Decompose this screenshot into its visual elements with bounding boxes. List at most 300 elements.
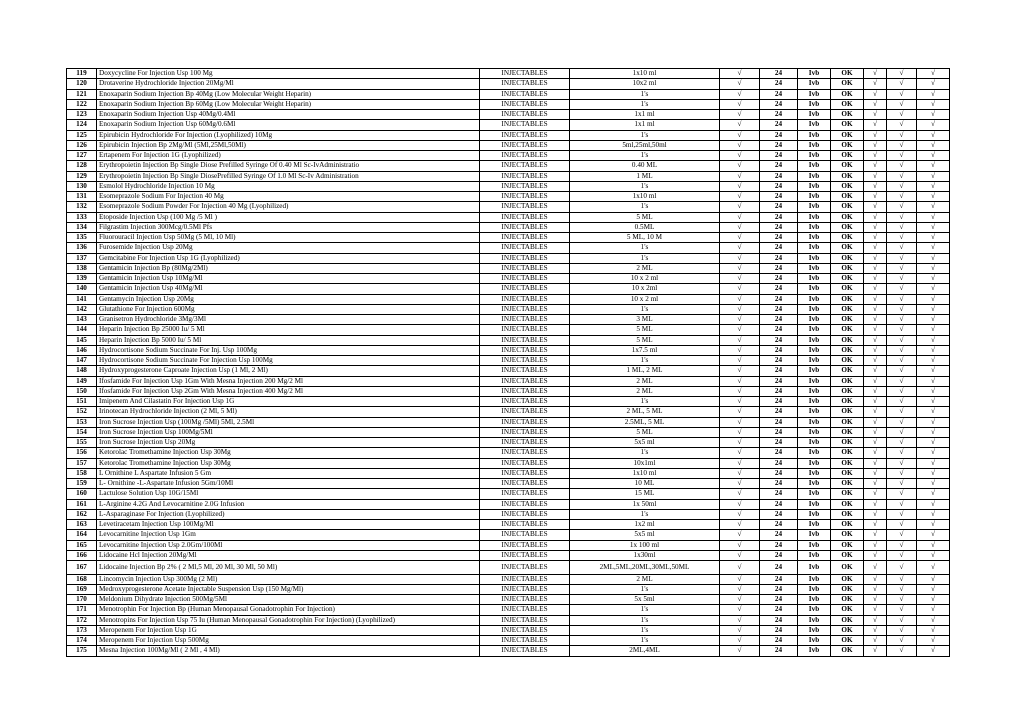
dosage-form: INJECTABLES bbox=[480, 397, 570, 407]
table-row bbox=[67, 181, 950, 191]
row-number: 175 bbox=[67, 646, 97, 656]
table-row bbox=[67, 584, 950, 594]
check-mark-b: √ bbox=[887, 79, 917, 89]
check-mark-c: √ bbox=[917, 479, 950, 489]
product-name: Gentamicin Injection Usp 10Mg/Ml bbox=[97, 274, 480, 284]
status: OK bbox=[831, 540, 864, 550]
status: OK bbox=[831, 356, 864, 366]
check-mark-a: √ bbox=[864, 130, 887, 140]
row-number: 127 bbox=[67, 151, 97, 161]
table-row bbox=[67, 625, 950, 635]
table-row bbox=[67, 356, 950, 366]
pack-size: 2ML,4ML bbox=[570, 646, 720, 656]
dosage-form: INJECTABLES bbox=[480, 646, 570, 656]
status: OK bbox=[831, 284, 864, 294]
row-number: 155 bbox=[67, 438, 97, 448]
product-name: L-Asparaginase For Injection (Lyophilized) bbox=[97, 509, 480, 519]
check-mark-b: √ bbox=[887, 274, 917, 284]
status: OK bbox=[831, 130, 864, 140]
shelf-life: 24 bbox=[760, 540, 798, 550]
dosage-form: INJECTABLES bbox=[480, 468, 570, 478]
check-mark-b: √ bbox=[887, 397, 917, 407]
table-row bbox=[67, 615, 950, 625]
pack-size: 2 ML bbox=[570, 386, 720, 396]
product-name: Doxycycline For Injection Usp 100 Mg bbox=[97, 69, 480, 79]
check-mark: √ bbox=[720, 315, 760, 325]
status: OK bbox=[831, 417, 864, 427]
row-number: 173 bbox=[67, 625, 97, 635]
product-name: Lactulose Solution Usp 10G/15Ml bbox=[97, 489, 480, 499]
check-mark: √ bbox=[720, 274, 760, 284]
dosage-form: INJECTABLES bbox=[480, 458, 570, 468]
row-number: 142 bbox=[67, 304, 97, 314]
check-mark-a: √ bbox=[864, 386, 887, 396]
check-mark-b: √ bbox=[887, 192, 917, 202]
check-mark: √ bbox=[720, 171, 760, 181]
check-mark-a: √ bbox=[864, 171, 887, 181]
check-mark-a: √ bbox=[864, 509, 887, 519]
check-mark-c: √ bbox=[917, 438, 950, 448]
schedule: Ivb bbox=[798, 397, 831, 407]
schedule: Ivb bbox=[798, 625, 831, 635]
check-mark-c: √ bbox=[917, 253, 950, 263]
check-mark-a: √ bbox=[864, 202, 887, 212]
check-mark-a: √ bbox=[864, 356, 887, 366]
check-mark-b: √ bbox=[887, 417, 917, 427]
check-mark: √ bbox=[720, 376, 760, 386]
check-mark-c: √ bbox=[917, 233, 950, 243]
status: OK bbox=[831, 99, 864, 109]
check-mark-b: √ bbox=[887, 120, 917, 130]
check-mark-b: √ bbox=[887, 574, 917, 584]
pack-size: 15 ML bbox=[570, 489, 720, 499]
check-mark: √ bbox=[720, 130, 760, 140]
pack-size: 10 x 2 ml bbox=[570, 294, 720, 304]
table-row bbox=[67, 120, 950, 130]
shelf-life: 24 bbox=[760, 202, 798, 212]
pack-size: 5 ML bbox=[570, 325, 720, 335]
table-row bbox=[67, 171, 950, 181]
check-mark-c: √ bbox=[917, 407, 950, 417]
schedule: Ivb bbox=[798, 243, 831, 253]
shelf-life: 24 bbox=[760, 151, 798, 161]
shelf-life: 24 bbox=[760, 335, 798, 345]
table-row bbox=[67, 448, 950, 458]
schedule: Ivb bbox=[798, 509, 831, 519]
schedule: Ivb bbox=[798, 89, 831, 99]
check-mark: √ bbox=[720, 294, 760, 304]
check-mark-a: √ bbox=[864, 479, 887, 489]
check-mark: √ bbox=[720, 222, 760, 232]
check-mark-a: √ bbox=[864, 417, 887, 427]
dosage-form: INJECTABLES bbox=[480, 151, 570, 161]
status: OK bbox=[831, 595, 864, 605]
table-row bbox=[67, 397, 950, 407]
schedule: Ivb bbox=[798, 448, 831, 458]
schedule: Ivb bbox=[798, 376, 831, 386]
table-row bbox=[67, 595, 950, 605]
check-mark-c: √ bbox=[917, 595, 950, 605]
check-mark-a: √ bbox=[864, 345, 887, 355]
check-mark-b: √ bbox=[887, 386, 917, 396]
schedule: Ivb bbox=[798, 325, 831, 335]
row-number: 132 bbox=[67, 202, 97, 212]
check-mark-b: √ bbox=[887, 356, 917, 366]
check-mark-c: √ bbox=[917, 161, 950, 171]
check-mark-b: √ bbox=[887, 605, 917, 615]
check-mark-a: √ bbox=[864, 397, 887, 407]
schedule: Ivb bbox=[798, 499, 831, 509]
check-mark-b: √ bbox=[887, 376, 917, 386]
product-name: Esomeprazole Sodium Powder For Injection 40 Mg (Lyophilized) bbox=[97, 202, 480, 212]
pack-size: 1's bbox=[570, 584, 720, 594]
pack-size: 5x 5ml bbox=[570, 595, 720, 605]
table-row bbox=[67, 605, 950, 615]
dosage-form: INJECTABLES bbox=[480, 386, 570, 396]
check-mark-a: √ bbox=[864, 407, 887, 417]
row-number: 169 bbox=[67, 584, 97, 594]
table-row bbox=[67, 345, 950, 355]
pack-size: 1's bbox=[570, 130, 720, 140]
check-mark: √ bbox=[720, 345, 760, 355]
check-mark-b: √ bbox=[887, 69, 917, 79]
schedule: Ivb bbox=[798, 605, 831, 615]
row-number: 161 bbox=[67, 499, 97, 509]
shelf-life: 24 bbox=[760, 171, 798, 181]
pack-size: 1's bbox=[570, 243, 720, 253]
check-mark: √ bbox=[720, 479, 760, 489]
dosage-form: INJECTABLES bbox=[480, 520, 570, 530]
schedule: Ivb bbox=[798, 520, 831, 530]
check-mark-c: √ bbox=[917, 397, 950, 407]
check-mark: √ bbox=[720, 253, 760, 263]
product-name: Enoxaparin Sodium Injection Usp 40Mg/0.4Ml bbox=[97, 110, 480, 120]
shelf-life: 24 bbox=[760, 192, 798, 202]
check-mark-c: √ bbox=[917, 345, 950, 355]
row-number: 130 bbox=[67, 181, 97, 191]
table-row bbox=[67, 376, 950, 386]
shelf-life: 24 bbox=[760, 366, 798, 376]
pack-size: 1's bbox=[570, 625, 720, 635]
shelf-life: 24 bbox=[760, 530, 798, 540]
check-mark-b: √ bbox=[887, 468, 917, 478]
check-mark: √ bbox=[720, 386, 760, 396]
row-number: 147 bbox=[67, 356, 97, 366]
check-mark-a: √ bbox=[864, 520, 887, 530]
product-name: Irinotecan Hydrochloride Injection (2 Ml, 5 Ml) bbox=[97, 407, 480, 417]
row-number: 143 bbox=[67, 315, 97, 325]
schedule: Ivb bbox=[798, 304, 831, 314]
check-mark: √ bbox=[720, 140, 760, 150]
shelf-life: 24 bbox=[760, 520, 798, 530]
pack-size: 10x1ml bbox=[570, 458, 720, 468]
check-mark-b: √ bbox=[887, 110, 917, 120]
dosage-form: INJECTABLES bbox=[480, 89, 570, 99]
schedule: Ivb bbox=[798, 417, 831, 427]
table-row bbox=[67, 636, 950, 646]
check-mark-a: √ bbox=[864, 366, 887, 376]
check-mark-a: √ bbox=[864, 161, 887, 171]
product-name: Meropenem For Injection Usp 500Mg bbox=[97, 636, 480, 646]
shelf-life: 24 bbox=[760, 397, 798, 407]
dosage-form: INJECTABLES bbox=[480, 540, 570, 550]
check-mark: √ bbox=[720, 366, 760, 376]
check-mark-a: √ bbox=[864, 489, 887, 499]
check-mark-b: √ bbox=[887, 233, 917, 243]
check-mark: √ bbox=[720, 448, 760, 458]
table-row bbox=[67, 89, 950, 99]
product-name: Heparin Injection Bp 5000 Iu/ 5 Ml bbox=[97, 335, 480, 345]
product-name: Menotrophin For Injection Bp (Human Menopausal Gonadotrophin For Injection) bbox=[97, 605, 480, 615]
check-mark-c: √ bbox=[917, 79, 950, 89]
check-mark-a: √ bbox=[864, 376, 887, 386]
check-mark-b: √ bbox=[887, 530, 917, 540]
pack-size: 1x10 ml bbox=[570, 192, 720, 202]
check-mark-b: √ bbox=[887, 284, 917, 294]
schedule: Ivb bbox=[798, 489, 831, 499]
table-row bbox=[67, 294, 950, 304]
product-name: Menotropins For Injection Usp 75 Iu (Human Menopausal Gonadotrophin For Injection) (Lyophilized) bbox=[97, 615, 480, 625]
shelf-life: 24 bbox=[760, 253, 798, 263]
status: OK bbox=[831, 335, 864, 345]
status: OK bbox=[831, 263, 864, 273]
check-mark-c: √ bbox=[917, 636, 950, 646]
check-mark-b: √ bbox=[887, 325, 917, 335]
product-name: Levocarnitine Injection Usp 2.0Gm/100Ml bbox=[97, 540, 480, 550]
check-mark-c: √ bbox=[917, 366, 950, 376]
check-mark-a: √ bbox=[864, 222, 887, 232]
row-number: 164 bbox=[67, 530, 97, 540]
shelf-life: 24 bbox=[760, 489, 798, 499]
check-mark-c: √ bbox=[917, 550, 950, 560]
status: OK bbox=[831, 489, 864, 499]
check-mark-c: √ bbox=[917, 140, 950, 150]
shelf-life: 24 bbox=[760, 468, 798, 478]
row-number: 119 bbox=[67, 69, 97, 79]
check-mark: √ bbox=[720, 605, 760, 615]
dosage-form: INJECTABLES bbox=[480, 489, 570, 499]
product-name: Etoposide Injection Usp (100 Mg /5 Ml ) bbox=[97, 212, 480, 222]
status: OK bbox=[831, 407, 864, 417]
shelf-life: 24 bbox=[760, 294, 798, 304]
pack-size: 1's bbox=[570, 397, 720, 407]
check-mark: √ bbox=[720, 636, 760, 646]
schedule: Ivb bbox=[798, 584, 831, 594]
status: OK bbox=[831, 636, 864, 646]
table-row bbox=[67, 417, 950, 427]
row-number: 135 bbox=[67, 233, 97, 243]
pack-size: 1's bbox=[570, 181, 720, 191]
table-row bbox=[67, 253, 950, 263]
product-table bbox=[66, 68, 950, 657]
shelf-life: 24 bbox=[760, 130, 798, 140]
schedule: Ivb bbox=[798, 69, 831, 79]
table-row bbox=[67, 438, 950, 448]
dosage-form: INJECTABLES bbox=[480, 636, 570, 646]
check-mark: √ bbox=[720, 79, 760, 89]
schedule: Ivb bbox=[798, 540, 831, 550]
check-mark-c: √ bbox=[917, 120, 950, 130]
shelf-life: 24 bbox=[760, 212, 798, 222]
pack-size: 5ml,25ml,50ml bbox=[570, 140, 720, 150]
check-mark-b: √ bbox=[887, 130, 917, 140]
status: OK bbox=[831, 69, 864, 79]
schedule: Ivb bbox=[798, 366, 831, 376]
table-row bbox=[67, 130, 950, 140]
dosage-form: INJECTABLES bbox=[480, 171, 570, 181]
check-mark-c: √ bbox=[917, 222, 950, 232]
pack-size: 1's bbox=[570, 356, 720, 366]
table-row bbox=[67, 222, 950, 232]
row-number: 125 bbox=[67, 130, 97, 140]
table-row bbox=[67, 243, 950, 253]
schedule: Ivb bbox=[798, 263, 831, 273]
product-name: Lidocaine Hcl Injection 20Mg/Ml bbox=[97, 550, 480, 560]
status: OK bbox=[831, 520, 864, 530]
status: OK bbox=[831, 397, 864, 407]
check-mark-a: √ bbox=[864, 181, 887, 191]
check-mark-c: √ bbox=[917, 646, 950, 656]
check-mark-a: √ bbox=[864, 646, 887, 656]
row-number: 137 bbox=[67, 253, 97, 263]
shelf-life: 24 bbox=[760, 243, 798, 253]
table-row bbox=[67, 646, 950, 656]
product-name: Esmolol Hydrochloride Injection 10 Mg bbox=[97, 181, 480, 191]
schedule: Ivb bbox=[798, 161, 831, 171]
check-mark-b: √ bbox=[887, 151, 917, 161]
schedule: Ivb bbox=[798, 99, 831, 109]
check-mark-c: √ bbox=[917, 69, 950, 79]
dosage-form: INJECTABLES bbox=[480, 530, 570, 540]
shelf-life: 24 bbox=[760, 438, 798, 448]
table-row bbox=[67, 386, 950, 396]
dosage-form: INJECTABLES bbox=[480, 161, 570, 171]
product-name: Epirubicin Hydrochloride For Injection (Lyophilized) 10Mg bbox=[97, 130, 480, 140]
check-mark-b: √ bbox=[887, 499, 917, 509]
product-name: Ifosfamide For Injection Usp 2Gm With Mesna Injection 400 Mg/2 Ml bbox=[97, 386, 480, 396]
status: OK bbox=[831, 366, 864, 376]
check-mark-a: √ bbox=[864, 561, 887, 575]
check-mark-b: √ bbox=[887, 489, 917, 499]
check-mark-a: √ bbox=[864, 574, 887, 584]
check-mark-c: √ bbox=[917, 499, 950, 509]
check-mark: √ bbox=[720, 304, 760, 314]
pack-size: 10 ML bbox=[570, 479, 720, 489]
shelf-life: 24 bbox=[760, 584, 798, 594]
table-row bbox=[67, 110, 950, 120]
dosage-form: INJECTABLES bbox=[480, 294, 570, 304]
table-row bbox=[67, 284, 950, 294]
row-number: 157 bbox=[67, 458, 97, 468]
dosage-form: INJECTABLES bbox=[480, 335, 570, 345]
check-mark-c: √ bbox=[917, 284, 950, 294]
product-name: Gemcitabine For Injection Usp 1G (Lyophilized) bbox=[97, 253, 480, 263]
status: OK bbox=[831, 427, 864, 437]
dosage-form: INJECTABLES bbox=[480, 243, 570, 253]
check-mark-b: √ bbox=[887, 595, 917, 605]
check-mark-b: √ bbox=[887, 407, 917, 417]
check-mark-b: √ bbox=[887, 561, 917, 575]
check-mark-b: √ bbox=[887, 366, 917, 376]
row-number: 174 bbox=[67, 636, 97, 646]
pack-size: 2 ML, 5 ML bbox=[570, 407, 720, 417]
check-mark-b: √ bbox=[887, 304, 917, 314]
pack-size: 10 x 2 ml bbox=[570, 274, 720, 284]
check-mark-c: √ bbox=[917, 110, 950, 120]
dosage-form: INJECTABLES bbox=[480, 99, 570, 109]
shelf-life: 24 bbox=[760, 315, 798, 325]
row-number: 138 bbox=[67, 263, 97, 273]
status: OK bbox=[831, 192, 864, 202]
shelf-life: 24 bbox=[760, 222, 798, 232]
dosage-form: INJECTABLES bbox=[480, 304, 570, 314]
status: OK bbox=[831, 79, 864, 89]
schedule: Ivb bbox=[798, 222, 831, 232]
check-mark-a: √ bbox=[864, 89, 887, 99]
product-name: Mesna Injection 100Mg/Ml ( 2 Ml , 4 Ml) bbox=[97, 646, 480, 656]
check-mark-c: √ bbox=[917, 427, 950, 437]
check-mark: √ bbox=[720, 192, 760, 202]
pack-size: 5 ML bbox=[570, 212, 720, 222]
check-mark-b: √ bbox=[887, 427, 917, 437]
pack-size: 2 ML bbox=[570, 574, 720, 584]
schedule: Ivb bbox=[798, 561, 831, 575]
shelf-life: 24 bbox=[760, 69, 798, 79]
product-name: Enoxaparin Sodium Injection Usp 60Mg/0.6Ml bbox=[97, 120, 480, 130]
shelf-life: 24 bbox=[760, 356, 798, 366]
check-mark-b: √ bbox=[887, 438, 917, 448]
shelf-life: 24 bbox=[760, 79, 798, 89]
product-name: Lidocaine Injection Bp 2% ( 2 Ml,5 Ml, 20 Ml, 30 Ml, 50 Ml) bbox=[97, 561, 480, 575]
row-number: 149 bbox=[67, 376, 97, 386]
pack-size: 1x30ml bbox=[570, 550, 720, 560]
row-number: 124 bbox=[67, 120, 97, 130]
product-name: Ketorolac Tromethamine Injection Usp 30Mg bbox=[97, 448, 480, 458]
check-mark-a: √ bbox=[864, 458, 887, 468]
pack-size: 3 ML bbox=[570, 315, 720, 325]
row-number: 160 bbox=[67, 489, 97, 499]
check-mark: √ bbox=[720, 615, 760, 625]
dosage-form: INJECTABLES bbox=[480, 345, 570, 355]
table-row bbox=[67, 69, 950, 79]
shelf-life: 24 bbox=[760, 325, 798, 335]
pack-size: 1's bbox=[570, 615, 720, 625]
check-mark: √ bbox=[720, 243, 760, 253]
check-mark-a: √ bbox=[864, 584, 887, 594]
check-mark-a: √ bbox=[864, 335, 887, 345]
schedule: Ivb bbox=[798, 636, 831, 646]
dosage-form: INJECTABLES bbox=[480, 407, 570, 417]
dosage-form: INJECTABLES bbox=[480, 253, 570, 263]
schedule: Ivb bbox=[798, 294, 831, 304]
check-mark: √ bbox=[720, 595, 760, 605]
product-name: Lincomycin Injection Usp 300Mg (2 Ml) bbox=[97, 574, 480, 584]
status: OK bbox=[831, 253, 864, 263]
schedule: Ivb bbox=[798, 212, 831, 222]
product-name: Glutathione For Injection 600Mg bbox=[97, 304, 480, 314]
row-number: 120 bbox=[67, 79, 97, 89]
status: OK bbox=[831, 274, 864, 284]
check-mark: √ bbox=[720, 540, 760, 550]
schedule: Ivb bbox=[798, 386, 831, 396]
check-mark-b: √ bbox=[887, 458, 917, 468]
shelf-life: 24 bbox=[760, 304, 798, 314]
check-mark-c: √ bbox=[917, 335, 950, 345]
check-mark: √ bbox=[720, 161, 760, 171]
row-number: 163 bbox=[67, 520, 97, 530]
check-mark-c: √ bbox=[917, 561, 950, 575]
check-mark-b: √ bbox=[887, 479, 917, 489]
